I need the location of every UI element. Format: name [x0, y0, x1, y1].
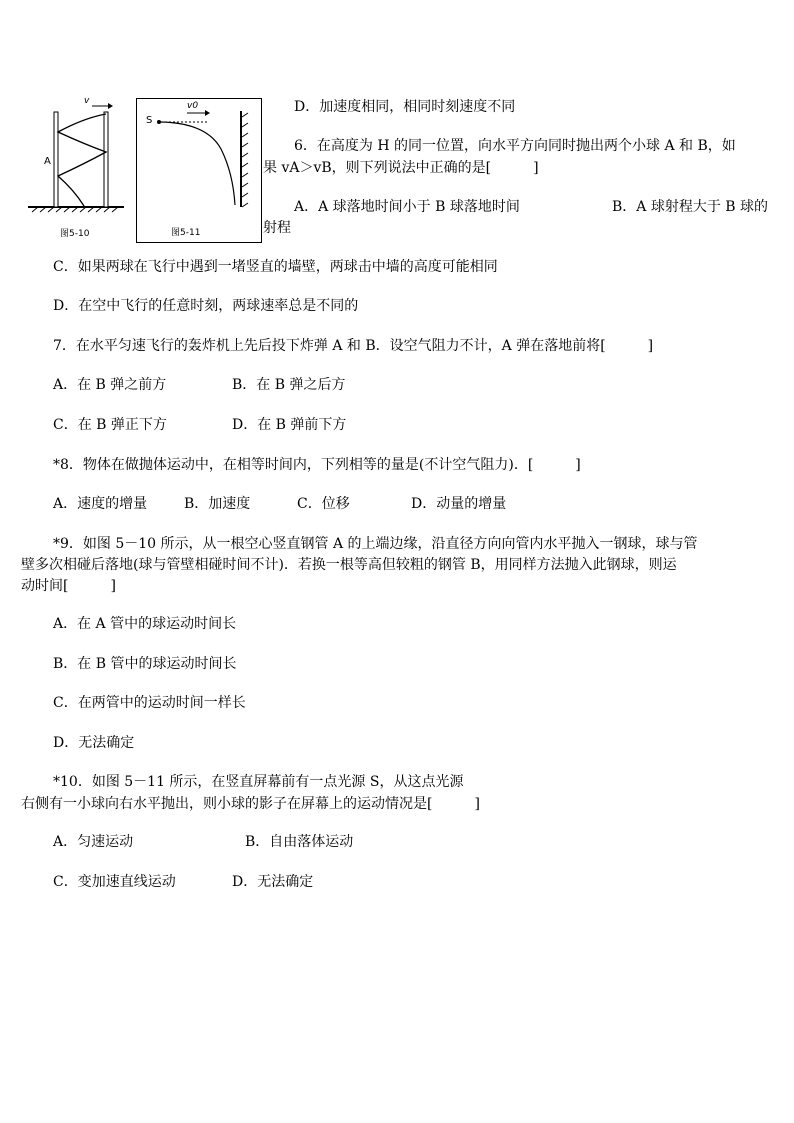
q6-option-b: B．A 球射程大于 B 球的: [612, 199, 769, 215]
q9-option-c: C．在两管中的运动时间一样长: [53, 695, 246, 711]
q9-option-d: D．无法确定: [53, 735, 135, 751]
q6-option-d: D．在空中飞行的任意时刻，两球速率总是不同的: [53, 298, 359, 314]
q6-stem-line2: 果 vA＞vB，则下列说法中正确的是[ ]: [263, 160, 539, 176]
q9-option-a: A．在 A 管中的球运动时间长: [53, 616, 237, 632]
q8-option-b: B．加速度: [184, 496, 251, 512]
figure-5-11: [136, 98, 262, 243]
q6-stem-line1: 6．在高度为 H 的同一位置，向水平方向同时抛出两个小球 A 和 B，如: [294, 138, 736, 154]
q7-option-b: B．在 B 弹之后方: [232, 377, 346, 393]
q10-stem-line2: 右侧有一小球向右水平抛出，则小球的影子在屏幕上的运动情况是[ ]: [21, 796, 480, 812]
fig510-v-label: v: [84, 96, 90, 106]
q8-option-d: D．动量的增量: [411, 496, 507, 512]
q6-option-c: C．如果两球在飞行中遇到一堵竖直的墙壁，两球击中墙的高度可能相同: [53, 259, 498, 275]
q7-option-d: D．在 B 弹前下方: [232, 417, 347, 433]
q9-option-b: B．在 B 管中的球运动时间长: [53, 656, 237, 672]
q6-option-b-continued: 射程: [263, 220, 291, 236]
q9-stem-line2: 壁多次相碰后落地(球与管壁相碰时间不计)．若换一根等高但较粗的钢管 B，用同样方法抛入此钢球，则运: [21, 557, 677, 573]
light-source-screen-diagram: [137, 99, 261, 242]
q7-stem: 7．在水平匀速飞行的轰炸机上先后投下炸弹 A 和 B．设空气阻力不计，A 弹在落地前将[ ]: [53, 338, 654, 354]
q8-stem: *8．物体在做抛体运动中，在相等时间内，下列相等的量是(不计空气阻力)．[ ]: [53, 457, 581, 473]
q8-option-a: A．速度的增量: [53, 496, 148, 512]
q9-stem-line3: 动时间[ ]: [21, 578, 116, 594]
q10-stem-line1: *10．如图 5－11 所示，在竖直屏幕前有一点光源 S，从这点光源: [53, 774, 464, 790]
q10-option-d: D．无法确定: [232, 874, 314, 890]
q5-option-d: D．加速度相同，相同时刻速度不同: [294, 99, 516, 115]
q6-option-a: A．A 球落地时间小于 B 球落地时间: [294, 199, 520, 215]
q10-option-c: C．变加速直线运动: [53, 874, 176, 890]
fig511-v0-label: v0: [187, 101, 199, 111]
fig511-s-label: S: [146, 115, 153, 126]
fig510-a-label: A: [44, 156, 51, 167]
fig511-caption: 图5-11: [171, 228, 201, 238]
q8-option-c: C．位移: [297, 496, 350, 512]
q10-option-a: A．匀速运动: [53, 834, 134, 850]
q9-stem-line1: *9．如图 5－10 所示，从一根空心竖直钢管 A 的上端边缘，沿直径方向向管内水平抛入一钢球，球与管: [53, 536, 698, 552]
q7-option-c: C．在 B 弹正下方: [53, 417, 167, 433]
figure-5-10: [24, 96, 133, 242]
q7-option-a: A．在 B 弹之前方: [53, 377, 167, 393]
pipe-trajectory-diagram: [24, 100, 133, 242]
fig510-caption: 图5-10: [60, 229, 90, 239]
q10-option-b: B．自由落体运动: [245, 834, 354, 850]
